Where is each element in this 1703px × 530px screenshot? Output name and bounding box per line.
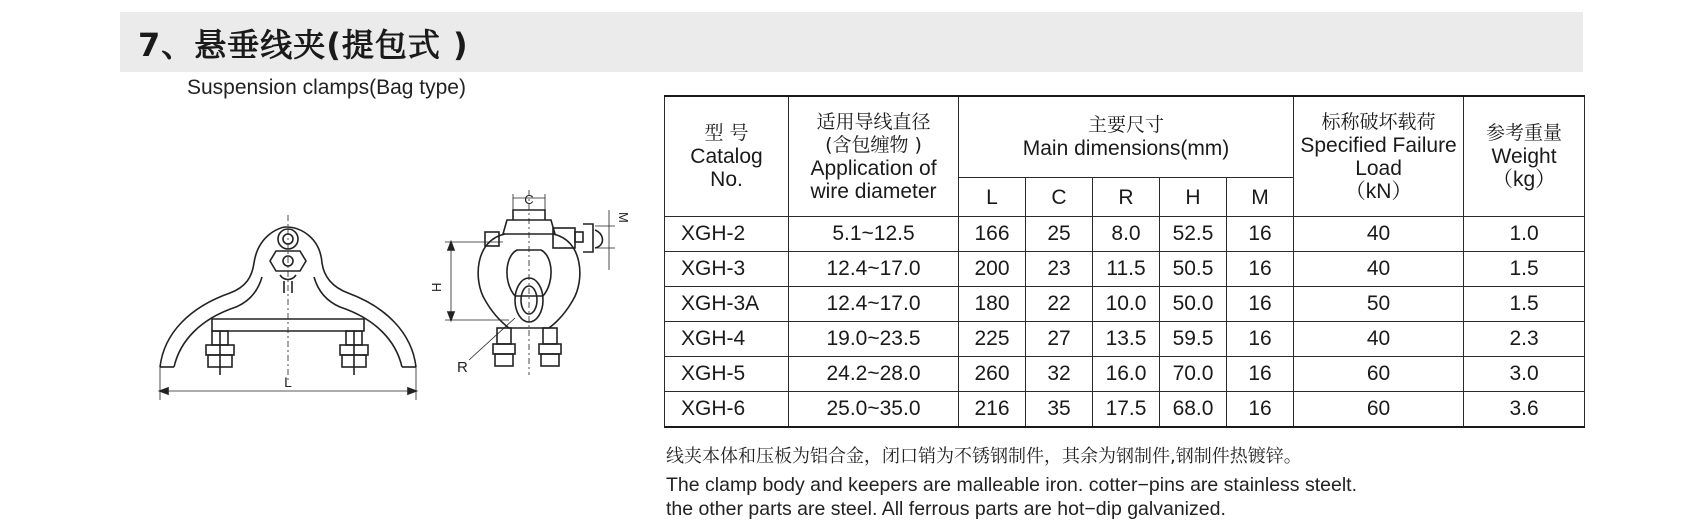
header-weight-en: Weight (1491, 145, 1557, 168)
table-row (665, 252, 1585, 287)
header-catalog-zh: 型 号 (704, 122, 749, 144)
cell-c: 32 (1026, 357, 1093, 392)
cell-c: 25 (1026, 217, 1093, 252)
cell-load: 60 (1294, 392, 1464, 428)
cell-r: 8.0 (1093, 217, 1160, 252)
note-english (666, 473, 1357, 521)
header-load-en-1: Specified Failure (1300, 133, 1457, 157)
cell-weight: 3.0 (1464, 357, 1585, 392)
cell-h: 52.5 (1160, 217, 1227, 252)
header-failure-load (1294, 96, 1464, 217)
header-weight (1464, 96, 1585, 217)
section-title-bar (120, 12, 1583, 72)
header-dims-en: Main dimensions(mm) (1022, 137, 1230, 160)
cell-m: 16 (1227, 287, 1294, 322)
cell-h: 59.5 (1160, 322, 1227, 357)
cell-l: 180 (959, 287, 1026, 322)
header-diameter-zh-1: 适用导线直径 (816, 110, 931, 133)
section-title: 7、悬垂线夹(提包式 ) (138, 26, 469, 64)
cell-weight: 3.6 (1464, 392, 1585, 428)
cell-diameter: 25.0~35.0 (789, 392, 959, 428)
cell-r: 16.0 (1093, 357, 1160, 392)
header-diameter-en-1: Application of (810, 156, 937, 180)
cell-diameter: 12.4~17.0 (789, 252, 959, 287)
header-dim-r: R (1093, 178, 1160, 217)
cell-r: 17.5 (1093, 392, 1160, 428)
header-diameter (789, 96, 959, 217)
header-dim-l: L (959, 178, 1026, 217)
cell-diameter: 19.0~23.5 (789, 322, 959, 357)
cell-load: 40 (1294, 217, 1464, 252)
cell-weight: 1.0 (1464, 217, 1585, 252)
cell-m: 16 (1227, 322, 1294, 357)
header-load-en-2: Load (1355, 156, 1402, 180)
side-view-drawing (429, 190, 665, 400)
header-dim-m: M (1227, 178, 1294, 217)
cell-m: 16 (1227, 357, 1294, 392)
cell-load: 40 (1294, 322, 1464, 357)
cell-m: 16 (1227, 392, 1294, 428)
cell-h: 70.0 (1160, 357, 1227, 392)
header-catalog-en-2: No. (710, 168, 743, 191)
dimension-label-m: M (616, 212, 631, 223)
dimension-label-r: R (457, 359, 468, 376)
cell-l: 225 (959, 322, 1026, 357)
header-main-dimensions (959, 96, 1294, 178)
header-catalog-en-1: Catalog (690, 145, 763, 168)
front-view-drawing (150, 215, 420, 435)
cell-r: 10.0 (1093, 287, 1160, 322)
table-row (665, 322, 1585, 357)
header-load-unit: （kN） (1344, 179, 1413, 203)
cell-catalog: XGH-3A (665, 287, 789, 322)
cell-c: 35 (1026, 392, 1093, 428)
dimension-label-h: H (429, 282, 444, 292)
spec-table (664, 95, 1585, 428)
cell-l: 166 (959, 217, 1026, 252)
cell-load: 50 (1294, 287, 1464, 322)
cell-c: 23 (1026, 252, 1093, 287)
note-english-line-1: The clamp body and keepers are malleable iron. cotter−pins are stainless steelt. (666, 474, 1357, 496)
cell-weight: 1.5 (1464, 287, 1585, 322)
cell-c: 22 (1026, 287, 1093, 322)
header-weight-zh: 参考重量 (1486, 122, 1563, 144)
cell-catalog: XGH-2 (665, 217, 789, 252)
header-dims-zh: 主要尺寸 (1088, 114, 1165, 136)
dimension-label-c: C (524, 192, 534, 207)
cell-diameter: 5.1~12.5 (789, 217, 959, 252)
header-weight-unit: （kg） (1491, 168, 1557, 191)
header-diameter-zh-2: (含包缠物 ) (825, 133, 922, 156)
cell-diameter: 24.2~28.0 (789, 357, 959, 392)
dimension-label-l: L (284, 374, 292, 390)
table-row (665, 357, 1585, 392)
cell-l: 200 (959, 252, 1026, 287)
cell-weight: 2.3 (1464, 322, 1585, 357)
header-load-zh: 标称破坏载荷 (1321, 110, 1436, 133)
table-row (665, 287, 1585, 322)
cell-l: 216 (959, 392, 1026, 428)
header-dim-c: C (1026, 178, 1093, 217)
cell-h: 68.0 (1160, 392, 1227, 428)
header-diameter-en-2: wire diameter (810, 179, 937, 203)
cell-h: 50.5 (1160, 252, 1227, 287)
cell-r: 11.5 (1093, 252, 1160, 287)
cell-load: 60 (1294, 357, 1464, 392)
cell-c: 27 (1026, 322, 1093, 357)
cell-m: 16 (1227, 217, 1294, 252)
cell-catalog: XGH-5 (665, 357, 789, 392)
table-row (665, 392, 1585, 428)
cell-h: 50.0 (1160, 287, 1227, 322)
cell-weight: 1.5 (1464, 252, 1585, 287)
cell-catalog: XGH-6 (665, 392, 789, 428)
note-chinese: 线夹本体和压板为铝合金，闭口销为不锈钢制件，其余为钢制件,钢制件热镀锌。 (666, 446, 1302, 467)
table-row (665, 217, 1585, 252)
section-subtitle: Suspension clamps(Bag type) (187, 76, 466, 99)
cell-m: 16 (1227, 252, 1294, 287)
cell-catalog: XGH-3 (665, 252, 789, 287)
header-catalog (665, 96, 789, 217)
note-english-line-2: the other parts are steel. All ferrous parts are hot−dip galvanized. (666, 498, 1226, 520)
cell-l: 260 (959, 357, 1026, 392)
cell-load: 40 (1294, 252, 1464, 287)
cell-r: 13.5 (1093, 322, 1160, 357)
cell-diameter: 12.4~17.0 (789, 287, 959, 322)
header-dim-h: H (1160, 178, 1227, 217)
cell-catalog: XGH-4 (665, 322, 789, 357)
